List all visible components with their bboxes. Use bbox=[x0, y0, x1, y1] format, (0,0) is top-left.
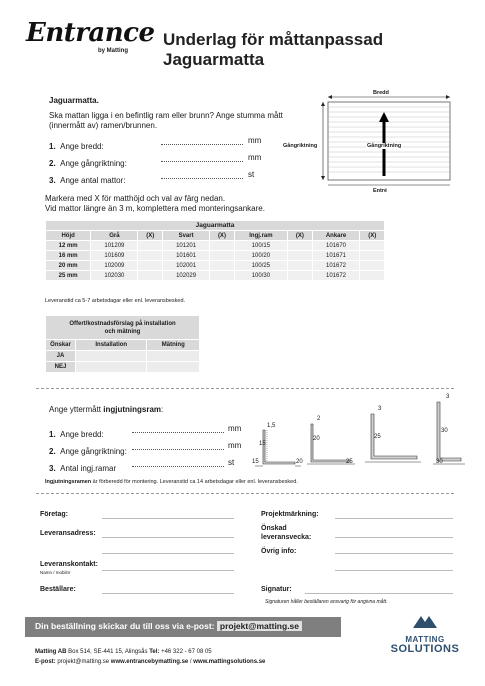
col-header: Grå bbox=[91, 231, 138, 241]
field-unit: mm bbox=[248, 153, 262, 162]
field-row bbox=[49, 441, 249, 458]
field-label: Antal ingj.ramar bbox=[60, 464, 117, 473]
note-rest: är förberedd för montering. Leveranstid ca 14 arbetsdagar eller enl. leveransbesked. bbox=[91, 479, 298, 485]
cell: 100/20 bbox=[234, 251, 287, 261]
field-row bbox=[49, 170, 289, 187]
logo-script-text: Entrance bbox=[26, 18, 155, 48]
footer-bar-text: Din beställning skickar du till oss via e-post: bbox=[35, 621, 215, 631]
company-input[interactable] bbox=[102, 518, 234, 519]
checkbox-cell[interactable] bbox=[288, 271, 313, 281]
arrow-down-icon bbox=[321, 176, 325, 180]
direction-input-line[interactable] bbox=[161, 161, 243, 162]
matting-solutions-logo bbox=[385, 612, 465, 662]
field-number: 1. bbox=[49, 142, 56, 151]
checkbox-cell[interactable] bbox=[210, 261, 235, 271]
delivery-week-label: Önskad leveransvecka: bbox=[261, 525, 312, 541]
checkbox-cell[interactable] bbox=[76, 362, 147, 373]
checkbox-cell[interactable] bbox=[288, 261, 313, 271]
instruction-line-2: Vid mattor längre än 3 m, komplettera med monteringsankare. bbox=[45, 204, 265, 213]
field-number: 3. bbox=[49, 464, 56, 473]
arrow-right-icon bbox=[446, 95, 450, 99]
checkbox-cell[interactable] bbox=[360, 241, 385, 251]
field-unit: mm bbox=[228, 441, 242, 450]
diagram-entrance-label: Entré bbox=[373, 188, 388, 194]
cell: 100/30 bbox=[234, 271, 287, 281]
col-header: Installation bbox=[76, 340, 147, 351]
logo-sub-text: by Matting bbox=[98, 48, 128, 54]
field-number: 3. bbox=[49, 176, 56, 185]
profile-20 bbox=[307, 424, 355, 464]
checkbox-cell[interactable] bbox=[138, 271, 163, 281]
profile-30-width: 30 bbox=[436, 459, 443, 465]
tel-number: +46 322 - 67 08 05 bbox=[159, 649, 212, 655]
offer-table-title: Offert/kostnadsförslag på installation och mätning bbox=[46, 316, 200, 340]
footer-address bbox=[35, 649, 212, 655]
field-unit: mm bbox=[248, 136, 262, 145]
delivery-address-input-2[interactable] bbox=[102, 553, 234, 554]
checkbox-cell[interactable] bbox=[138, 241, 163, 251]
profile-15-height: 15 bbox=[259, 441, 266, 447]
checkbox-cell[interactable] bbox=[288, 241, 313, 251]
row-label: JA bbox=[46, 351, 76, 362]
checkbox-cell[interactable] bbox=[210, 271, 235, 281]
field-row bbox=[49, 424, 249, 441]
delivery-contact-input[interactable] bbox=[102, 570, 234, 571]
footer-web bbox=[35, 659, 265, 665]
project-input[interactable] bbox=[335, 518, 453, 519]
field-label: Ange bredd: bbox=[60, 142, 104, 151]
delivery-contact-label: Leveranskontakt: bbox=[40, 561, 98, 568]
cell: 101209 bbox=[91, 241, 138, 251]
diagram-width-label: Bredd bbox=[373, 90, 389, 96]
company-name: Matting AB bbox=[35, 649, 67, 655]
checkbox-cell[interactable] bbox=[288, 251, 313, 261]
table1-note: Leveranstid ca 5-7 arbetsdagar eller enl. leveransbesked. bbox=[45, 298, 186, 304]
profile-15 bbox=[255, 430, 301, 466]
field-unit: mm bbox=[228, 424, 242, 433]
logo-line-2: SOLUTIONS bbox=[390, 643, 460, 655]
checkbox-cell[interactable] bbox=[147, 362, 200, 373]
footer-bar bbox=[25, 617, 341, 637]
delivery-contact-sub: Namn / mobilnr bbox=[40, 570, 71, 575]
field-number: 1. bbox=[49, 430, 56, 439]
count-input-line[interactable] bbox=[161, 178, 243, 179]
divider bbox=[36, 388, 454, 389]
profile-15-width: 15 bbox=[252, 459, 259, 465]
height-cell: 20 mm bbox=[46, 261, 91, 271]
col-header: (X) bbox=[360, 231, 385, 241]
cell: 102029 bbox=[162, 271, 209, 281]
table-row bbox=[46, 261, 385, 271]
checkbox-cell[interactable] bbox=[138, 251, 163, 261]
row-label: NEJ bbox=[46, 362, 76, 373]
table-row bbox=[46, 241, 385, 251]
checkbox-cell[interactable] bbox=[147, 351, 200, 362]
cell: 101672 bbox=[312, 261, 360, 271]
address-text: Box 514, SE-441 15, Alingsås bbox=[66, 649, 150, 655]
profile-15-top: 1,5 bbox=[267, 423, 276, 429]
checkbox-cell[interactable] bbox=[360, 251, 385, 261]
delivery-address-input[interactable] bbox=[102, 537, 234, 538]
profile-25-width: 25 bbox=[346, 459, 353, 465]
cell: 102009 bbox=[91, 261, 138, 271]
tel-label: Tel: bbox=[149, 649, 160, 655]
table-title: Jaguarmatta bbox=[46, 221, 385, 231]
logo-line-1: MATTING bbox=[405, 635, 445, 644]
field-unit: st bbox=[248, 170, 255, 179]
col-header: Mätning bbox=[147, 340, 200, 351]
cell: 102030 bbox=[91, 271, 138, 281]
delivery-week-input[interactable] bbox=[335, 537, 453, 538]
mat-diagram bbox=[280, 88, 455, 196]
project-label: Projektmärkning: bbox=[261, 511, 319, 518]
field-label: Ange bredd: bbox=[60, 430, 104, 439]
field-number: 2. bbox=[49, 447, 56, 456]
field-number: 2. bbox=[49, 159, 56, 168]
divider bbox=[36, 493, 454, 494]
checkbox-cell[interactable] bbox=[360, 261, 385, 271]
section1-fields bbox=[49, 136, 289, 187]
col-header: (X) bbox=[138, 231, 163, 241]
col-header: Svart bbox=[162, 231, 209, 241]
cell: 100/15 bbox=[234, 241, 287, 251]
field-row bbox=[49, 136, 289, 153]
profile-30 bbox=[433, 402, 465, 464]
orderer-input[interactable] bbox=[102, 593, 234, 594]
checkbox-cell[interactable] bbox=[210, 251, 235, 261]
checkbox-cell[interactable] bbox=[360, 271, 385, 281]
title-line-1: Underlag för måttanpassad bbox=[163, 30, 384, 49]
profile-20-width: 20 bbox=[296, 459, 303, 465]
cell: 102001 bbox=[162, 261, 209, 271]
table-row bbox=[46, 251, 385, 261]
cell: 100/25 bbox=[234, 261, 287, 271]
field-unit: st bbox=[228, 458, 235, 467]
email-link[interactable]: projekt@matting.se bbox=[217, 621, 302, 631]
section1-heading: Jaguarmatta. bbox=[49, 96, 99, 105]
col-header: Önskar bbox=[46, 340, 76, 351]
diagram-direction-label-center: Gångriktning bbox=[367, 143, 402, 149]
email-text[interactable]: projekt@matting.se bbox=[55, 659, 111, 665]
delivery-address-label: Leveransadress: bbox=[40, 530, 96, 537]
profile-25-height: 25 bbox=[374, 434, 381, 440]
separator: / bbox=[188, 659, 194, 665]
note-bold: Ingjutningsramen bbox=[45, 479, 92, 485]
logo-mark-icon bbox=[385, 612, 465, 630]
signature-label: Signatur: bbox=[261, 586, 292, 593]
section2-fields bbox=[49, 424, 249, 475]
cell: 101609 bbox=[91, 251, 138, 261]
signature-note: Signaturen håller beställaren ansvarig för angivna mått. bbox=[265, 599, 388, 605]
col-header: (X) bbox=[210, 231, 235, 241]
table-row bbox=[46, 271, 385, 281]
orderer-label: Beställare: bbox=[40, 586, 76, 593]
jaguarmatta-table bbox=[45, 220, 385, 281]
cell: 101672 bbox=[312, 271, 360, 281]
section2-note bbox=[45, 479, 298, 485]
arrow-left-icon bbox=[328, 95, 332, 99]
table-row bbox=[46, 351, 200, 362]
arrow-up-icon bbox=[321, 102, 325, 106]
instruction-line-1: Markera med X för matthöjd och val av färg nedan. bbox=[45, 194, 226, 203]
col-header: Höjd bbox=[46, 231, 91, 241]
checkbox-cell[interactable] bbox=[76, 351, 147, 362]
web-link-2[interactable]: www.mattingsolutions.se bbox=[193, 659, 266, 665]
col-header: Ingj.ram bbox=[234, 231, 287, 241]
field-label: Ange antal mattor: bbox=[60, 176, 126, 185]
height-cell: 25 mm bbox=[46, 271, 91, 281]
width-input-line[interactable] bbox=[161, 144, 243, 145]
checkbox-cell[interactable] bbox=[210, 241, 235, 251]
company-label: Företag: bbox=[40, 511, 68, 518]
cell: 101671 bbox=[312, 251, 360, 261]
frame-direction-input-line[interactable] bbox=[132, 449, 224, 450]
profile-20-height: 20 bbox=[313, 436, 320, 442]
cell: 101670 bbox=[312, 241, 360, 251]
web-link-1[interactable]: www.entrancebymatting.se bbox=[110, 659, 189, 665]
page-title bbox=[163, 30, 383, 70]
section1-intro: Ska mattan ligga i en befintlig ram eller brunn? Ange stumma mått (innermått av) ramen/brunnen. bbox=[49, 111, 283, 130]
section2-heading bbox=[49, 405, 163, 414]
cell: 101601 bbox=[162, 251, 209, 261]
entrance-logo bbox=[26, 18, 155, 60]
frame-count-input-line[interactable] bbox=[132, 466, 224, 467]
field-label: Ange gångriktning: bbox=[60, 159, 127, 168]
col-header: (X) bbox=[288, 231, 313, 241]
other-info-input-2[interactable] bbox=[335, 570, 453, 571]
heading-colon: : bbox=[161, 405, 164, 414]
profile-30-top: 3 bbox=[446, 394, 450, 400]
signature-input[interactable] bbox=[305, 593, 453, 594]
other-info-input[interactable] bbox=[335, 553, 453, 554]
field-row bbox=[49, 458, 249, 475]
title-line-2: Jaguarmatta bbox=[163, 50, 265, 69]
field-label: Ange gångriktning: bbox=[60, 447, 127, 456]
profile-20-top: 2 bbox=[317, 416, 321, 422]
height-cell: 12 mm bbox=[46, 241, 91, 251]
instructions bbox=[45, 194, 265, 214]
frame-width-input-line[interactable] bbox=[132, 432, 224, 433]
cell: 101201 bbox=[162, 241, 209, 251]
heading-bold-text: ingjutningsram bbox=[103, 405, 162, 414]
height-cell: 16 mm bbox=[46, 251, 91, 261]
field-row bbox=[49, 153, 289, 170]
table-row bbox=[46, 362, 200, 373]
profile-30-height: 30 bbox=[441, 428, 448, 434]
offer-table bbox=[45, 315, 200, 373]
heading-text: Ange yttermått bbox=[49, 405, 104, 414]
checkbox-cell[interactable] bbox=[138, 261, 163, 271]
mat-rectangle bbox=[328, 102, 450, 180]
profile-25-top: 3 bbox=[378, 406, 382, 412]
col-header: Ankare bbox=[312, 231, 360, 241]
email-label: E-post: bbox=[35, 659, 56, 665]
diagram-direction-label-left: Gångriktning bbox=[283, 143, 318, 149]
other-info-label: Övrig info: bbox=[261, 548, 297, 555]
